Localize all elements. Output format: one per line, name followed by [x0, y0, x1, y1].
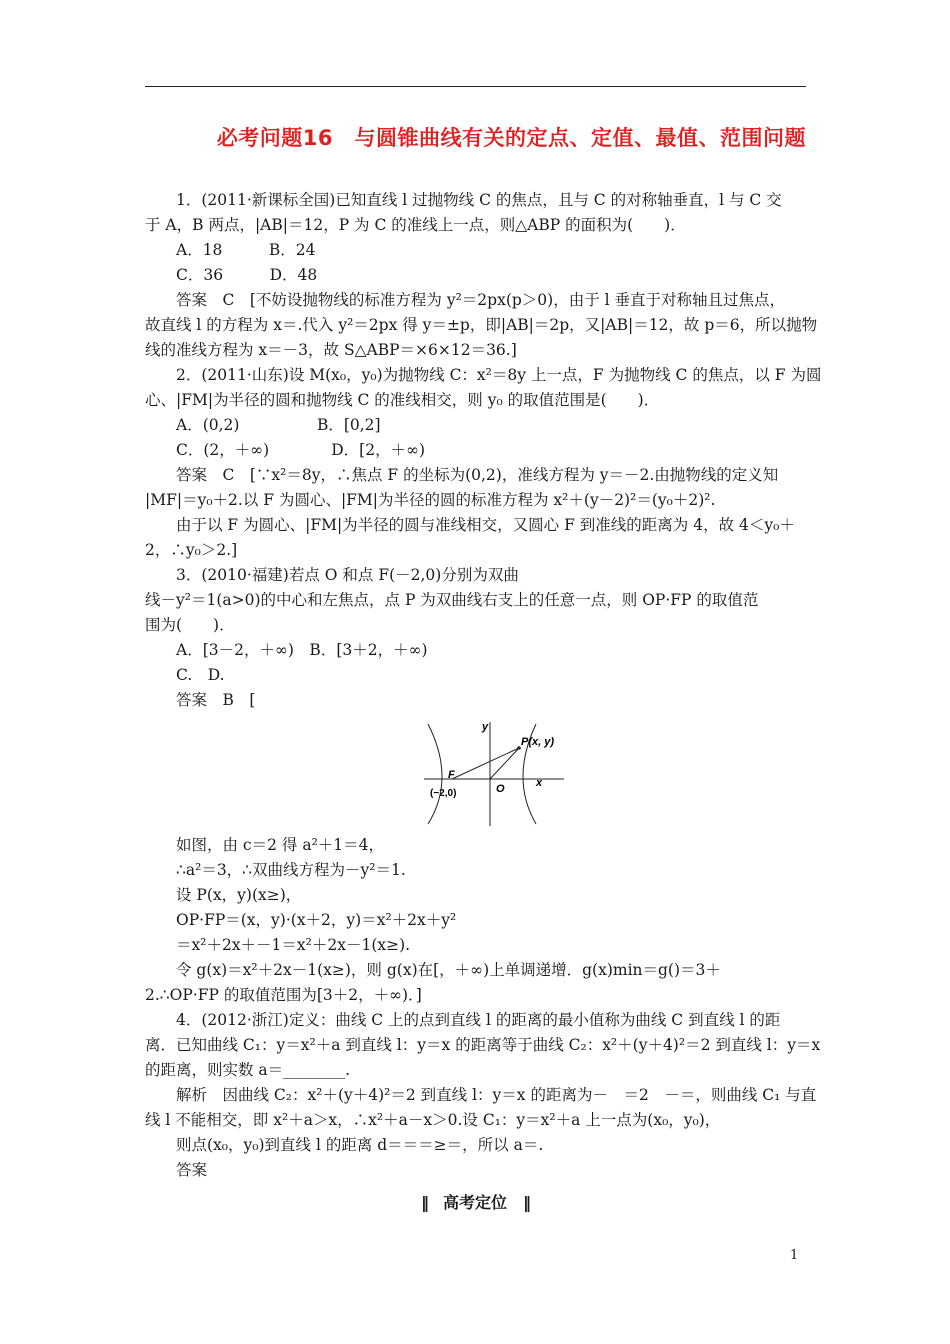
text-line: 答案 C [不妨设抛物线的标准方程为 y²＝2px(p＞0)，由于 l 垂直于对称轴且过焦点， — [176, 291, 786, 309]
section-heading-row — [0, 1190, 950, 1213]
text-line: 2．(2011·山东)设 M(x₀，y₀)为抛物线 C：x²＝8y 上一点，F 为抛物线 C 的焦点，以 F 为圆 — [176, 366, 822, 384]
segment-fp — [452, 748, 519, 779]
text-line: 设 P(x，y)(x≥)， — [176, 886, 302, 904]
text-line: 围为( )． — [145, 616, 235, 634]
hyperbola-figure — [424, 718, 564, 828]
text-line: 线的准线方程为 x＝－3，故 S△ABP＝×6×12＝36.] — [145, 341, 517, 359]
page-number: 1 — [790, 1248, 799, 1263]
text-line: 线 l 不能相交，即 x²＋a＞x，∴x²＋a－x＞0.设 C₁：y＝x²＋a 上一点为(x₀，y₀)， — [145, 1111, 721, 1129]
text-line: C. D. — [176, 666, 225, 684]
text-line: 离．已知曲线 C₁：y＝x²＋a 到直线 l：y＝x 的距离等于曲线 C₂：x²＋(y＋4)²＝2 到直线 l：y＝x — [145, 1036, 821, 1054]
text-line: 则点(x₀，y₀)到直线 l 的距离 d＝＝＝≥＝，所以 a＝. — [176, 1136, 544, 1154]
text-line: 4．(2012·浙江)定义：曲线 C 上的点到直线 l 的距离的最小值称为曲线 C 到直线 l 的距 — [176, 1011, 781, 1029]
left-branch — [428, 724, 442, 824]
text-line: A．18 B．24 — [176, 241, 316, 259]
text-line: A．(0,2) B．[0,2] — [176, 416, 381, 434]
text-line: 答案 — [176, 1161, 208, 1179]
text-line: 答案 C [∵x²＝8y，∴焦点 F 的坐标为(0,2)，准线方程为 y＝－2.由抛物线的定义知 — [176, 466, 779, 484]
text-line: ＝x²＋2x＋－1＝x²＋2x－1(x≥). — [176, 936, 411, 954]
section-heading: 高考定位 — [442, 1193, 507, 1212]
text-line: 故直线 l 的方程为 x＝.代入 y²＝2px 得 y＝±p，即|AB|＝2p，又|AB|＝12，故 p＝6，所以抛物 — [145, 316, 818, 334]
section-bar-right: ‖ — [523, 1193, 529, 1212]
origin-label: O — [496, 783, 505, 795]
text-line: 线－y²＝1(a>0)的中心和左焦点，点 P 为双曲线右支上的任意一点，则 OP·FP 的取值范 — [145, 591, 759, 609]
text-line: 如图，由 c＝2 得 a²＋1＝4， — [176, 836, 385, 854]
text-line: 的距离，则实数 a＝________. — [145, 1061, 351, 1079]
text-line: 2，∴y₀＞2.] — [145, 541, 238, 559]
page-title: 必考问题16 与圆锥曲线有关的定点、定值、最值、范围问题 — [216, 126, 806, 150]
point-p-label: P(x, y) — [521, 736, 555, 748]
text-line: 2.∴OP·FP 的取值范围为[3＋2，＋∞)．] — [145, 986, 422, 1004]
text-line: 令 g(x)＝x²＋2x－1(x≥)，则 g(x)在[，＋∞)上单调递增．g(x)min＝g()＝3＋ — [176, 961, 721, 979]
text-line: C．(2，＋∞) D．[2，＋∞) — [176, 441, 426, 459]
point-f-label: F — [448, 769, 455, 781]
text-line: A．[3－2，＋∞) B．[3＋2，＋∞) — [176, 641, 428, 659]
text-line: 于 A，B 两点，|AB|＝12，P 为 C 的准线上一点，则△ABP 的面积为( )． — [145, 216, 686, 234]
text-line: 解析 因曲线 C₂：x²＋(y＋4)²＝2 到直线 l：y＝x 的距离为－ ＝2 －＝，则曲线 C₁ 与直 — [176, 1086, 817, 1104]
header-rule — [145, 86, 806, 87]
text-line: |MF|＝y₀＋2.以 F 为圆心、|FM|为半径的圆的标准方程为 x²＋(y－2)²＝(y₀＋2)². — [145, 491, 716, 509]
text-line: ∴a²＝3，∴双曲线方程为－y²＝1. — [176, 861, 406, 879]
text-line: 3．(2010·福建)若点 O 和点 F(－2,0)分别为双曲 — [176, 566, 519, 584]
x-axis-label: x — [536, 777, 543, 789]
point-f-coord: (−2,0) — [430, 788, 457, 799]
segment-op — [490, 748, 519, 779]
text-line: C．36 D．48 — [176, 266, 318, 284]
text-line: 心、|FM|为半径的圆和抛物线 C 的准线相交，则 y₀ 的取值范围是( )． — [145, 391, 660, 409]
section-bar-left: ‖ — [420, 1193, 427, 1212]
text-line: 答案 B [ — [176, 691, 256, 709]
text-line: 1．(2011·新课标全国)已知直线 l 过抛物线 C 的焦点，且与 C 的对称轴垂直，l 与 C 交 — [176, 191, 782, 209]
text-line: OP·FP＝(x，y)·(x＋2，y)＝x²＋2x＋y² — [176, 911, 457, 929]
y-axis-label: y — [482, 721, 489, 733]
text-line: 由于以 F 为圆心、|FM|为半径的圆与准线相交，又圆心 F 到准线的距离为 4，故 4＜y₀＋ — [176, 516, 795, 534]
